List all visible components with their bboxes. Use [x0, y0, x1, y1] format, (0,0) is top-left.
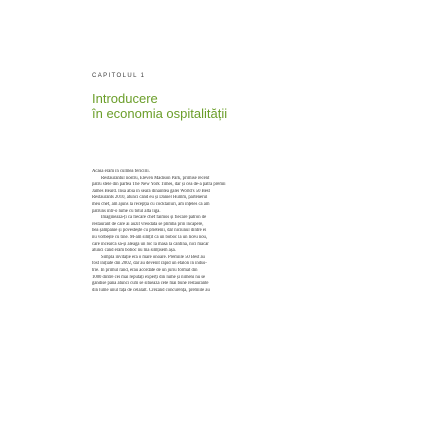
- text-line: restaurant de care ai auzit vreodată se plimbă prin încăpere,: [92, 221, 204, 227]
- text-line: 1000 dintre cei mai reputați experți din lume și nimeni nu se: [92, 274, 206, 280]
- text-line: fost inițiate din 2002, dar au devenit rapid un etalon în indus-: [92, 261, 207, 267]
- text-line: Imaginează-ți că fiecare chef faimos și fiecare patron de: [101, 215, 207, 221]
- text-line: gândise până atunci cum se situează cele mai bune restaurante: [92, 281, 209, 287]
- text-line: patru stele din partea The New York Times, dar și cea de-a patra premii: [92, 182, 226, 188]
- paragraph: [92, 215, 358, 255]
- text-line: atunci când eram boboc nu mă simțisem așa.: [92, 248, 176, 254]
- chapter-title-line-2: în economia ospitalității: [92, 106, 228, 121]
- chapter-title-line-1: Introducere: [92, 91, 158, 106]
- text-line: nu vorbește cu tine. M-am simțit ca un boboc la un liceu nou,: [92, 234, 208, 240]
- text-line: din lume unul față de celălalt. Crezând concurența, premiile au: [92, 287, 210, 293]
- text-line: pătruns într-o lume cu totul altă ligă.: [92, 208, 161, 214]
- text-line: Restaurants 2010, atunci când eu și Daniel Humm, partenerul: [92, 195, 208, 201]
- text-line: Acasă eram în culmea fericirii.: [92, 169, 150, 174]
- paragraph: [92, 169, 358, 176]
- text-line: meu chef, am ajuns la recepția cu cocktailuri, am înțeles că am: [92, 201, 210, 207]
- body-text: [92, 169, 358, 294]
- chapter-label: CAPITOLUL 1: [92, 73, 146, 79]
- paragraph: [92, 176, 358, 216]
- chapter-title: [92, 91, 227, 121]
- text-line: James Beard. Însă abia în seara dinaintea galei World's 50 Best: [92, 188, 210, 194]
- text-line: Restaurantul nostru, Eleven Madison Park, primise recent: [101, 175, 210, 181]
- paragraph: [92, 255, 358, 295]
- text-line: trie. În primul rând, erau acordate de un juriu format din: [92, 267, 198, 273]
- text-line: Simpla invitație era o mare onoare. Premiile 50 Best au: [101, 254, 205, 260]
- text-line: care încearcă să-și aleagă un loc la masă la cantină, nici măcar: [92, 241, 209, 247]
- text-line: bea șampanie și povestește cu prietenii, dar niciunul dintre ei: [92, 228, 207, 234]
